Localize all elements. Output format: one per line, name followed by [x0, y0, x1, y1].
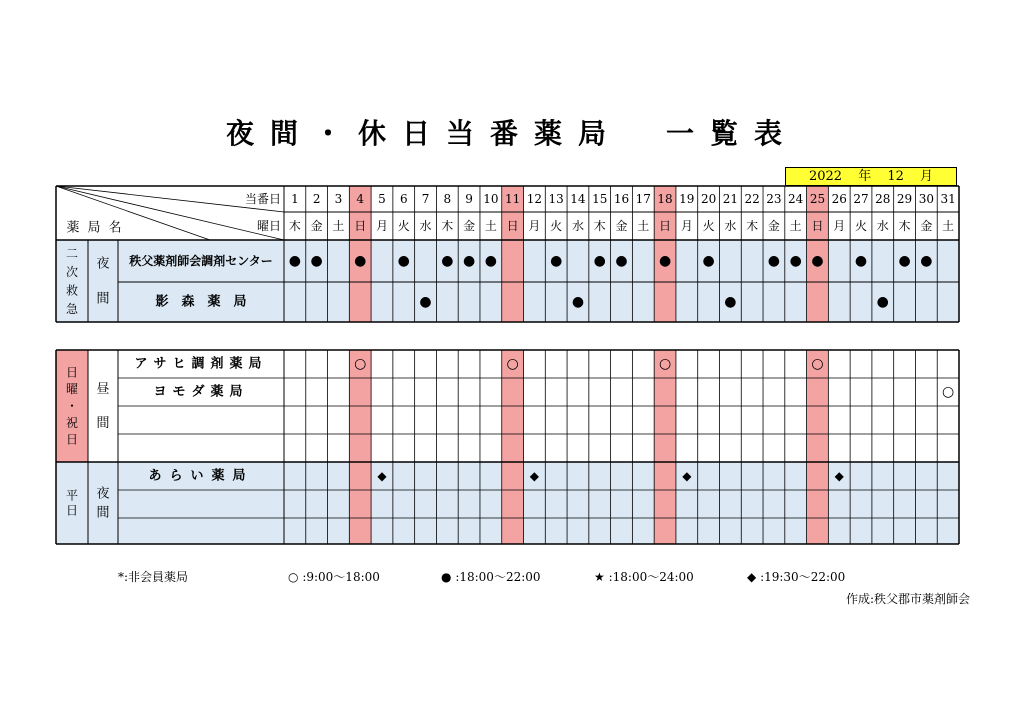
duty-mark: ●: [354, 253, 367, 269]
duty-mark: ●: [419, 294, 432, 310]
day-number: 13: [548, 192, 564, 206]
weekday-label: 木: [441, 219, 454, 233]
weekday-label: 月: [375, 219, 388, 233]
legend-star-symbol: ★: [594, 570, 605, 584]
duty-mark: ○: [811, 356, 824, 372]
duty-mark: ●: [462, 253, 476, 269]
pharmacy-name: 影 森 薬 局: [155, 294, 247, 310]
weekday-label: 土: [484, 219, 497, 233]
weekday-label: 金: [310, 219, 323, 233]
weekday-header-label: 曜日: [256, 219, 281, 233]
time-label-daytime: 昼間: [96, 381, 110, 431]
duty-mark: ●: [397, 253, 410, 269]
duty-mark: ○: [354, 356, 367, 372]
weekday-label: 土: [637, 219, 650, 233]
duty-mark: ●: [854, 253, 868, 269]
weekday-label: 金: [767, 219, 780, 233]
duty-mark: ●: [550, 253, 563, 269]
duty-mark: ●: [571, 294, 585, 310]
weekday-label-side: 平日: [65, 488, 79, 518]
day-number: 23: [766, 192, 782, 206]
duty-mark: ◆: [377, 469, 387, 483]
day-number: 26: [831, 192, 847, 206]
legend-circle: [288, 568, 380, 585]
weekday-label: 金: [463, 219, 476, 233]
day-number: 10: [483, 192, 499, 206]
weekday-label: 金: [615, 219, 628, 233]
weekday-label: 日: [354, 219, 367, 233]
weekday-label: 日: [659, 219, 672, 233]
pharmacy-name: 秩父薬剤師会調剤センター: [129, 254, 273, 268]
legend-diamond-symbol: ◆: [747, 570, 757, 584]
pharmacy-name: ヨモダ薬局: [153, 384, 249, 400]
duty-mark: ●: [767, 253, 781, 269]
duty-mark: ●: [658, 253, 672, 269]
weekday-label: 木: [746, 219, 759, 233]
weekday-label: 水: [876, 219, 889, 233]
day-number: 24: [788, 192, 804, 206]
day-number: 30: [918, 192, 934, 206]
day-number: 18: [657, 192, 673, 206]
duty-mark: ◆: [834, 469, 844, 483]
day-number: 5: [378, 192, 386, 206]
day-number: 12: [526, 192, 543, 206]
legend-diamond-label: :19:30～22:00: [760, 570, 846, 584]
year-value: 2022: [808, 169, 843, 184]
weekday-label: 水: [419, 219, 432, 233]
weekday-label: 土: [332, 219, 345, 233]
duty-mark: ●: [615, 253, 628, 269]
legend: [0, 568, 1024, 588]
weekday-label: 木: [288, 219, 301, 233]
weekday-label: 月: [680, 219, 693, 233]
pharmacy-name: あらい薬局: [148, 468, 254, 484]
duty-mark: ●: [876, 294, 889, 310]
month-value: 12: [887, 169, 904, 184]
days-header-label: 当番日: [244, 192, 281, 206]
legend-circle-symbol: ○: [288, 570, 299, 584]
weekday-label: 月: [528, 219, 541, 233]
pharmacy-header-label: 薬局名: [66, 220, 130, 236]
legend-dot: [441, 568, 541, 585]
sunday-column: [502, 350, 524, 544]
weekday-label: 日: [811, 219, 824, 233]
duty-mark: ○: [942, 384, 955, 400]
duty-mark: ◆: [682, 469, 692, 483]
duty-mark: ●: [789, 253, 802, 269]
duty-mark: ●: [310, 253, 323, 269]
weekday-label: 火: [702, 219, 715, 233]
weekday-label: 土: [789, 219, 802, 233]
weekday-label: 日: [506, 219, 519, 233]
legend-dot-symbol: ●: [441, 570, 452, 584]
day-number: 7: [421, 192, 430, 206]
group-label-secondary-emergency: 二次救急: [65, 246, 79, 316]
weekday-label: 火: [550, 219, 563, 233]
day-number: 19: [679, 192, 695, 206]
weekday-label: 水: [724, 219, 737, 233]
legend-star: [594, 568, 694, 585]
day-number: 29: [896, 192, 913, 206]
page-title: 夜間・休日当番薬局 一覧表: [225, 117, 798, 150]
day-number: 4: [356, 192, 365, 206]
legend-dot-label: :18:00～22:00: [455, 570, 541, 584]
day-number: 25: [809, 192, 826, 206]
weekday-label: 火: [397, 219, 410, 233]
duty-mark: ●: [920, 253, 933, 269]
day-number: 14: [570, 192, 586, 206]
day-number: 28: [875, 192, 891, 206]
day-number: 16: [613, 192, 630, 206]
year-unit: 年: [858, 169, 872, 184]
credit-text: 作成:秩父郡市薬剤師会: [845, 592, 970, 606]
legend-diamond: [747, 568, 845, 585]
day-number: 8: [443, 192, 452, 206]
duty-mark: ●: [724, 294, 737, 310]
day-number: 2: [312, 192, 321, 206]
weekday-label: 月: [833, 219, 846, 233]
legend-nonmember: *:非会員薬局: [118, 570, 189, 584]
day-number: 31: [940, 192, 956, 206]
duty-mark: ●: [811, 253, 824, 269]
duty-mark: ●: [593, 253, 606, 269]
time-label-weekday-night: 夜間: [96, 486, 110, 520]
legend-star-label: :18:00～24:00: [608, 570, 694, 584]
day-number: 1: [291, 192, 299, 206]
day-number: 11: [504, 192, 521, 206]
day-number: 3: [334, 192, 343, 206]
duty-mark: ○: [658, 356, 672, 372]
day-number: 15: [592, 192, 608, 206]
weekday-label: 土: [942, 219, 955, 233]
time-label-night: 夜間: [96, 256, 110, 306]
duty-mark: ◆: [529, 469, 540, 483]
day-number: 22: [744, 192, 760, 206]
sunday-column: [654, 350, 676, 544]
duty-mark: ●: [441, 253, 454, 269]
day-number: 9: [465, 192, 473, 206]
sunday-column: [502, 186, 524, 322]
weekday-label: 火: [855, 219, 868, 233]
pharmacy-name: アサヒ調剤薬局: [134, 356, 268, 372]
sunday-column: [807, 350, 829, 544]
day-number: 20: [700, 192, 717, 206]
weekday-label: 水: [571, 219, 584, 233]
duty-mark: ○: [506, 356, 519, 372]
weekday-label: 木: [898, 219, 911, 233]
weekday-label: 金: [920, 219, 933, 233]
weekday-label: 木: [593, 219, 606, 233]
day-number: 6: [399, 192, 408, 206]
sunday-column: [349, 350, 371, 544]
month-unit: 月: [920, 169, 934, 184]
duty-mark: ●: [288, 253, 301, 269]
day-number: 27: [853, 192, 869, 206]
legend-circle-label: :9:00～18:00: [302, 570, 380, 584]
duty-mark: ●: [898, 253, 911, 269]
duty-mark: ●: [484, 253, 497, 269]
holiday-label: 日曜・祝日: [65, 365, 79, 447]
day-number: 21: [722, 192, 739, 206]
duty-mark: ●: [702, 253, 715, 269]
day-number: 17: [635, 192, 651, 206]
